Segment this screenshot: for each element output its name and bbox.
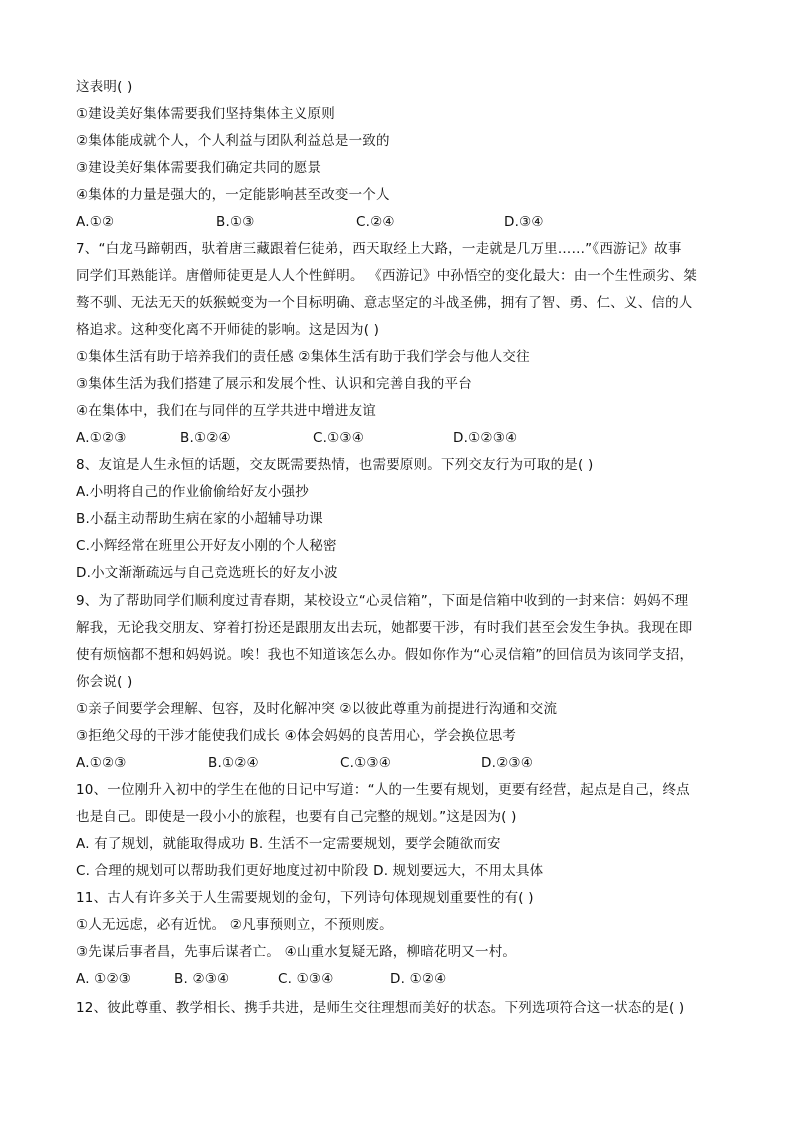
q7-statement-4: ④在集体中，我们在与同伴的互学共进中增进友谊 <box>76 403 377 419</box>
q9-option-a: A.①②③ <box>76 755 127 771</box>
q6-option-b: B.①③ <box>216 214 255 230</box>
q11-option-b: B. ②③④ <box>174 971 230 987</box>
q11-option-c: C. ①③④ <box>278 971 334 987</box>
q8-option-b: B.小磊主动帮助生病在家的小超辅导功课 <box>76 511 323 527</box>
q6-option-c: C.②④ <box>356 214 395 230</box>
q11-statements-1-2: ①人无远虑，必有近忧。 ②凡事预则立，不预则废。 <box>76 917 393 933</box>
q11-stem: 11、古人有许多关于人生需要规划的金句，下列诗句体现规划重要性的有( ) <box>76 890 534 906</box>
q6-stem-end: 这表明( ) <box>76 79 133 95</box>
q7-stem-4: 格追求。这种变化离不开师徒的影响。这是因为( ) <box>76 322 380 338</box>
q7-option-d: D.①②③④ <box>453 430 518 446</box>
q7-stem-1: 7、“白龙马蹄朝西，驮着唐三藏跟着仨徒弟，西天取经上大路，一走就是几万里……”《西游记》故事 <box>76 241 682 257</box>
q7-stem-3: 骜不驯、无法无天的妖猴蜕变为一个目标明确、意志坚定的斗战圣佛，拥有了智、勇、仁、义、信的人 <box>76 295 693 311</box>
q7-option-c: C.①③④ <box>313 430 365 446</box>
q10-stem-1: 10、一位刚升入初中的学生在他的日记中写道：“人的一生要有规划，更要有经营，起点是自己，终点 <box>76 782 690 798</box>
q10-options-a-b: A. 有了规划，就能取得成功 B. 生活不一定需要规划，要学会随欲而安 <box>76 836 501 852</box>
q7-statement-3: ③集体生活为我们搭建了展示和发展个性、认识和完善自我的平台 <box>76 376 472 392</box>
q9-option-d: D.②③④ <box>481 755 533 771</box>
q12-stem: 12、彼此尊重、教学相长、携手共进，是师生交往理想而美好的状态。下列选项符合这一状态的是( ) <box>76 1000 685 1016</box>
q10-options-c-d: C. 合理的规划可以帮助我们更好地度过初中阶段 D. 规划要远大，不用太具体 <box>76 863 544 879</box>
q11-option-a: A. ①②③ <box>76 971 132 987</box>
q6-statement-2: ②集体能成就个人，个人利益与团队利益总是一致的 <box>76 133 390 149</box>
q9-option-c: C.①③④ <box>340 755 392 771</box>
q9-stem-3: 使有烦恼都不想和妈妈说。唉！我也不知道该怎么办。假如你作为“心灵信箱”的回信员为该同学支招， <box>76 647 694 663</box>
q11-option-d: D. ①②④ <box>390 971 447 987</box>
q6-statement-3: ③建设美好集体需要我们确定共同的愿景 <box>76 160 322 176</box>
q6-option-d: D.③④ <box>504 214 544 230</box>
q9-stem-4: 你会说( ) <box>76 674 133 690</box>
q10-stem-2: 也是自己。即使是一段小小的旅程，也要有自己完整的规划。”这是因为( ) <box>76 809 517 825</box>
q8-option-d: D.小文渐渐疏远与自己竞选班长的好友小波 <box>76 565 338 581</box>
q6-statement-1: ①建设美好集体需要我们坚持集体主义原则 <box>76 106 335 122</box>
q11-statements-3-4: ③先谋后事者昌，先事后谋者亡。 ④山重水复疑无路，柳暗花明又一村。 <box>76 944 517 960</box>
q8-stem: 8、友谊是人生永恒的话题，交友既需要热情，也需要原则。下列交友行为可取的是( ) <box>76 457 594 473</box>
q9-statements-1-2: ①亲子间要学会理解、包容，及时化解冲突 ②以彼此尊重为前提进行沟通和交流 <box>76 701 558 717</box>
q7-option-b: B.①②④ <box>180 430 231 446</box>
q9-stem-1: 9、为了帮助同学们顺利度过青春期，某校设立“心灵信箱”，下面是信箱中收到的一封来信：妈妈不理 <box>76 593 689 609</box>
q8-option-a: A.小明将自己的作业偷偷给好友小强抄 <box>76 484 309 500</box>
q6-option-a: A.①② <box>76 214 115 230</box>
q8-option-c: C.小辉经常在班里公开好友小刚的个人秘密 <box>76 538 337 554</box>
q7-statements-1-2: ①集体生活有助于培养我们的责任感 ②集体生活有助于我们学会与他人交往 <box>76 349 530 365</box>
q6-statement-4: ④集体的力量是强大的，一定能影响甚至改变一个人 <box>76 187 390 203</box>
q7-stem-2: 同学们耳熟能详。唐僧师徒更是人人个性鲜明。 《西游记》中孙悟空的变化最大：由一个生性顽劣、桀 <box>76 268 697 284</box>
q9-statements-3-4: ③拒绝父母的干涉才能使我们成长 ④体会妈妈的良苦用心，学会换位思考 <box>76 728 517 744</box>
q7-option-a: A.①②③ <box>76 430 127 446</box>
q9-stem-2: 解我，无论我交朋友、穿着打扮还是跟朋友出去玩，她都要干涉，有时我们甚至会发生争执。我现在即 <box>76 620 693 636</box>
q9-option-b: B.①②④ <box>208 755 259 771</box>
